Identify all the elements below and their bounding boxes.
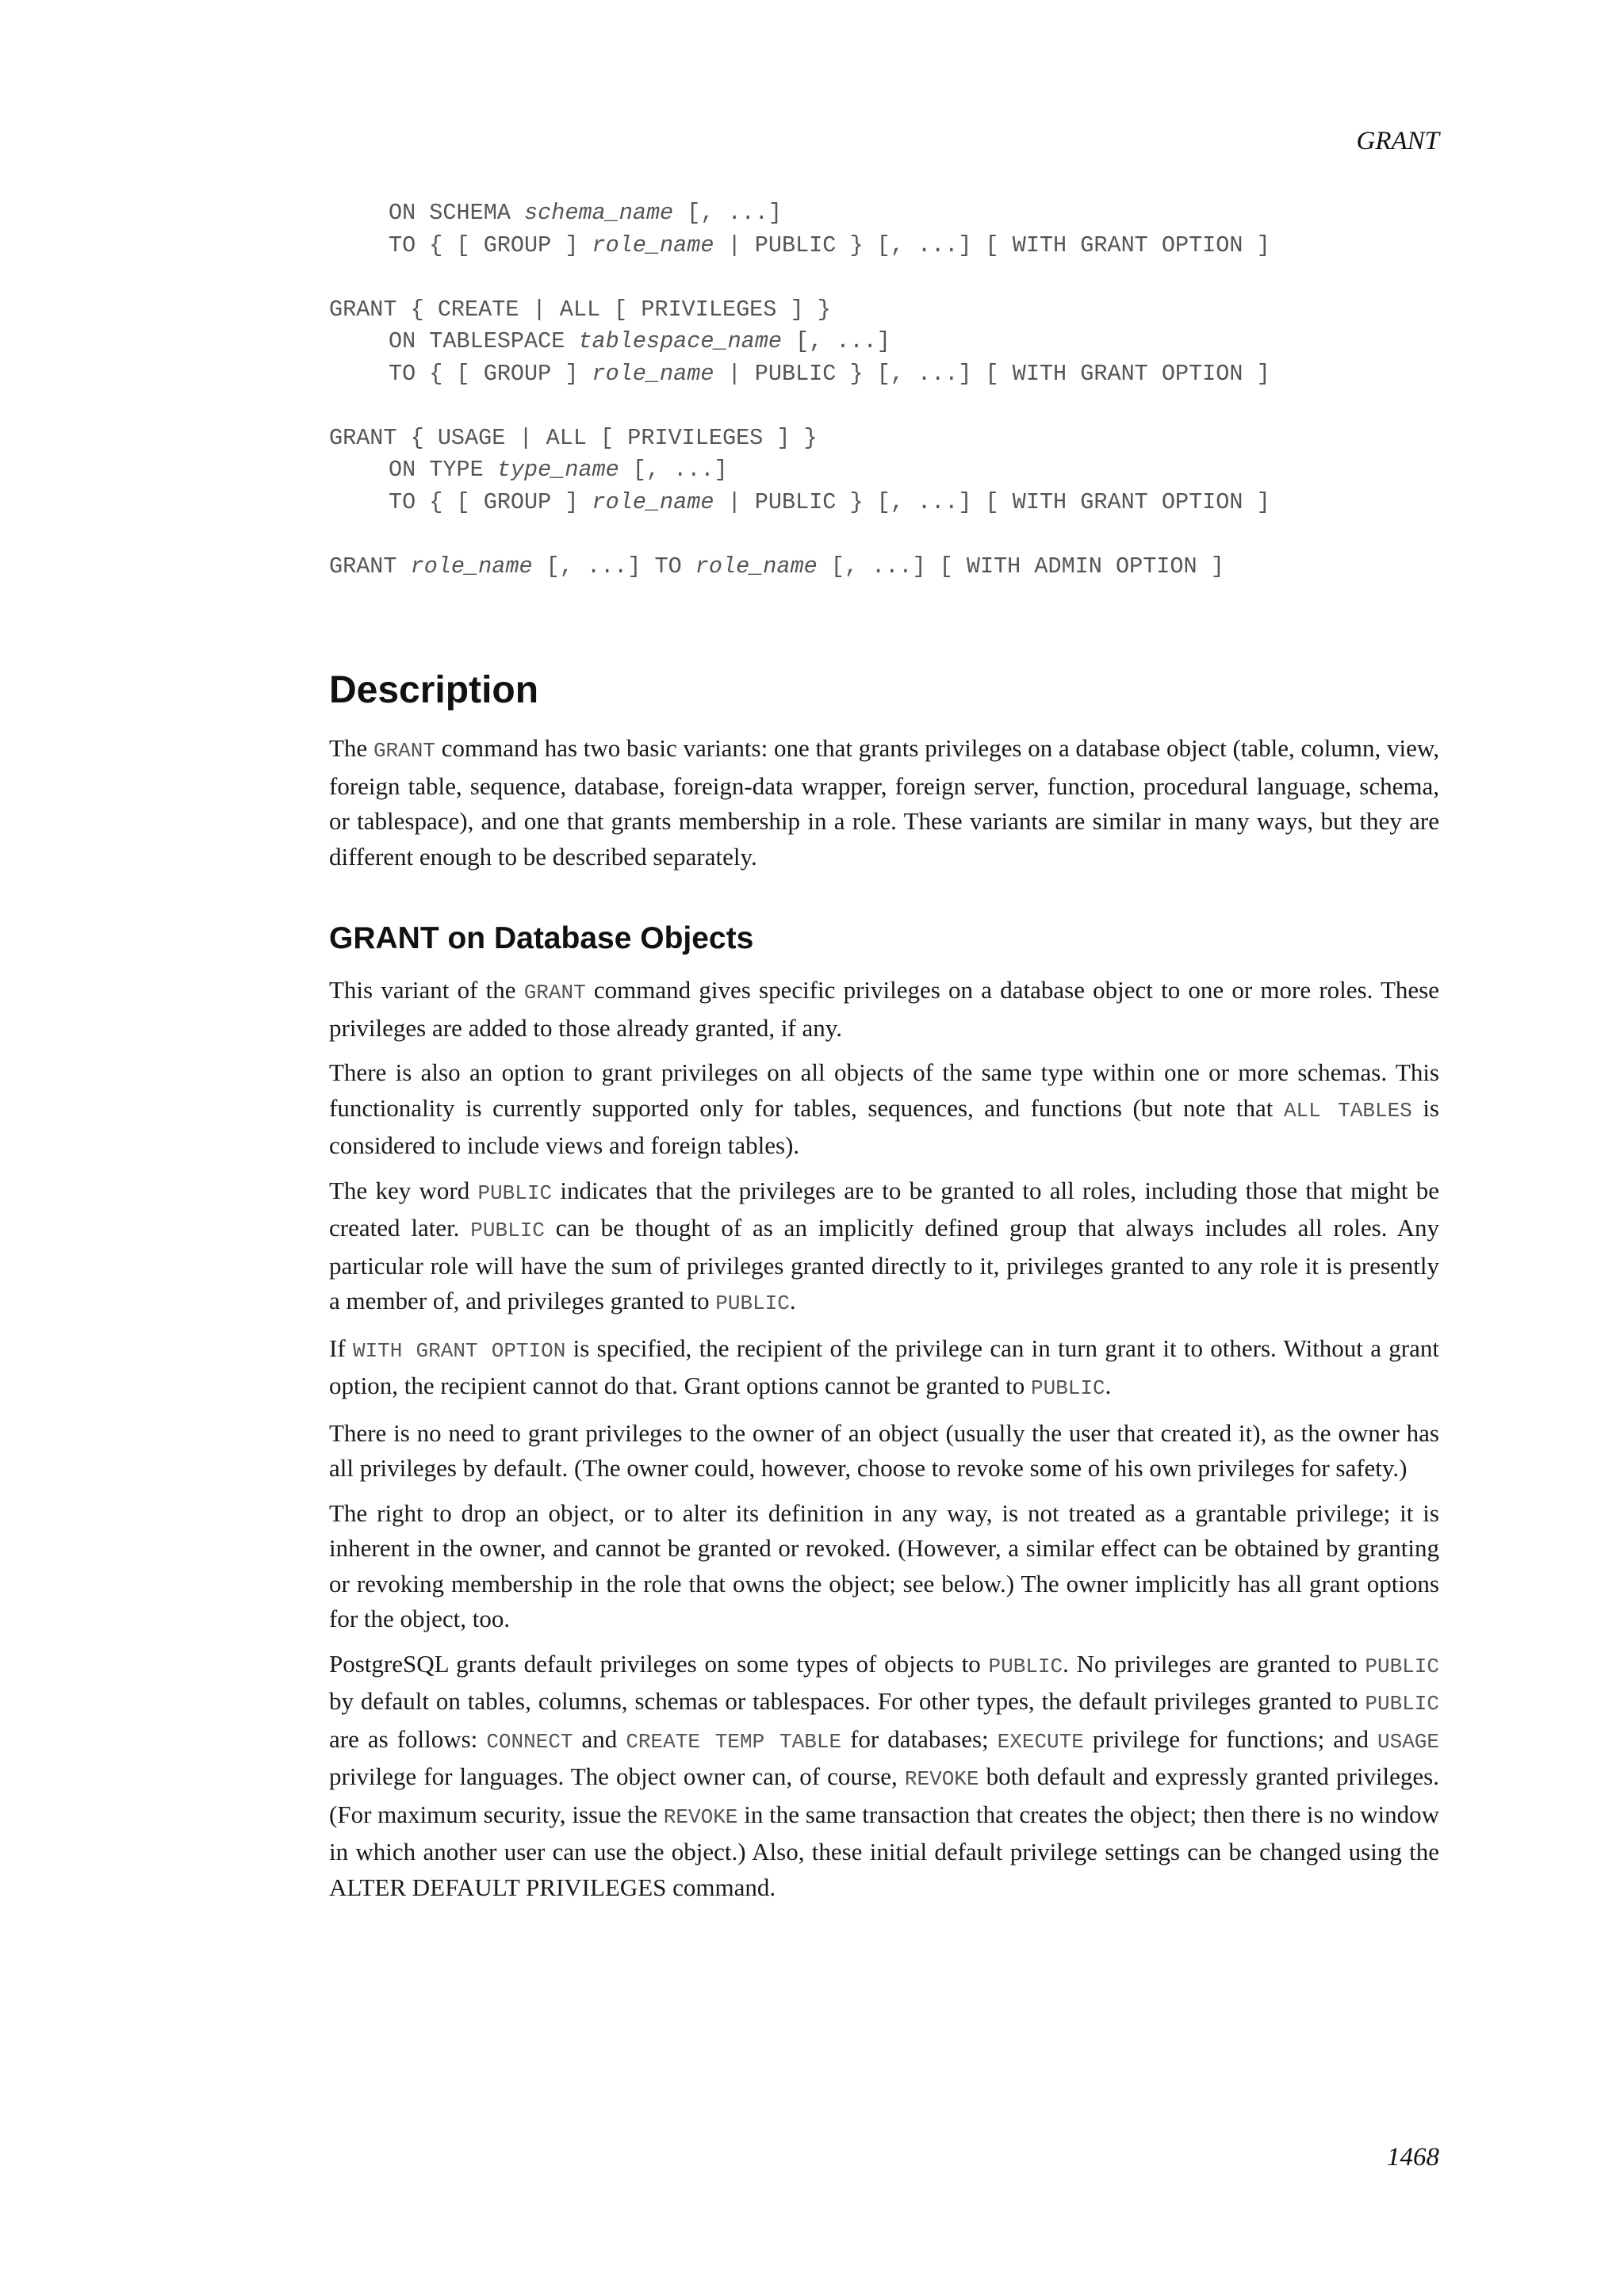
text-run: privilege for functions; and (1083, 1724, 1377, 1753)
document-page (329, 0, 1439, 2296)
body-paragraph (329, 1331, 1439, 1406)
text-run: | PUBLIC } [, ...] [ WITH GRANT OPTION ] (714, 488, 1270, 515)
sql-synopsis (329, 197, 1439, 583)
text-run: The (329, 734, 373, 762)
text-run: The key word (329, 1176, 478, 1204)
text-run: There is no need to grant privileges to the owner of an object (usually the user that created it), as the owner has all privileges by default. (The owner could, however, choose to revoke some of his own privileges for safety.) (329, 1418, 1439, 1482)
inline-code: USAGE (1377, 1729, 1439, 1754)
synopsis-line (329, 487, 1439, 519)
synopsis-line (329, 551, 1439, 584)
text-run: | PUBLIC } [, ...] [ WITH GRANT OPTION ] (714, 232, 1270, 258)
placeholder-term: schema_name (524, 200, 674, 226)
synopsis-line (329, 197, 1439, 230)
synopsis-line (329, 262, 1439, 294)
inline-code: PUBLIC (715, 1292, 790, 1315)
text-run: both default and expressly granted privileges. (For maximum security, issue the (329, 1762, 1439, 1828)
synopsis-line (329, 294, 1439, 327)
text-run: [, ...] [ WITH ADMIN OPTION ] (817, 553, 1224, 580)
text-run: [, ...] (673, 200, 782, 226)
text-run: ON SCHEMA (389, 200, 525, 226)
text-run: . (1105, 1372, 1112, 1399)
synopsis-line (329, 326, 1439, 358)
inline-code: PUBLIC (1365, 1654, 1439, 1678)
text-run: ON TABLESPACE (389, 328, 579, 354)
placeholder-term: role_name (695, 553, 818, 580)
inline-code: PUBLIC (477, 1181, 553, 1205)
text-run: [, ...] (782, 328, 891, 354)
body-paragraph (329, 973, 1439, 1046)
text-run: can be thought of as an implicitly defined group that always includes all roles. Any particular role will have the sum of privileges granted directly to it, privileges granted to any role it is presently a member of, and privileges granted to (329, 1214, 1439, 1314)
section-body (329, 973, 1439, 1905)
text-run: This variant of the (329, 976, 524, 1004)
description-paragraph (329, 731, 1439, 874)
text-run: and (573, 1724, 626, 1753)
text-run: GRANT { USAGE | ALL [ PRIVILEGES ] } (329, 424, 818, 451)
running-header: GRANT (1356, 127, 1439, 155)
body-paragraph (329, 1055, 1439, 1164)
placeholder-term: role_name (592, 488, 714, 515)
inline-code: PUBLIC (1030, 1376, 1105, 1400)
text-run: [, ...] TO (532, 553, 695, 580)
inline-code: REVOKE (663, 1804, 738, 1829)
text-run: privilege for languages. The object owner can, of course, (329, 1762, 905, 1790)
text-run: PostgreSQL grants default privileges on some types of objects to (329, 1649, 989, 1678)
synopsis-line (329, 423, 1439, 455)
text-run: TO { [ GROUP ] (389, 232, 592, 258)
text-run: indicates that the privileges are to be granted to all roles, including those that might be created later. (329, 1176, 1439, 1242)
placeholder-term: role_name (592, 232, 714, 258)
text-run: by default on tables, columns, schemas or tablespaces. For other types, the default privileges granted to (329, 1687, 1365, 1715)
body-paragraph (329, 1647, 1439, 1906)
section-heading: GRANT on Database Objects (329, 921, 754, 955)
text-run: . No privileges are granted to (1063, 1649, 1365, 1678)
body-paragraph (329, 1496, 1439, 1637)
inline-code: PUBLIC (988, 1654, 1063, 1678)
text-run: for databases; (841, 1724, 998, 1753)
inline-code: EXECUTE (997, 1729, 1084, 1754)
text-run: TO { [ GROUP ] (389, 360, 592, 387)
text-run: in the same transaction that creates the object; then there is no window in which another user can use the object.) Also, these initial default privilege settings can be changed using the ALTER DEFAULT PRIVILEGES command. (329, 1800, 1440, 1901)
text-run: . (789, 1287, 796, 1314)
text-run: ON TYPE (389, 457, 497, 483)
text-run: are as follows: (329, 1724, 487, 1753)
text-run: command has two basic variants: one that grants privileges on a database object (table, column, view, foreign table, sequence, database, foreign-data wrapper, foreign server, function, procedural language, schema, or tablespace), and one that grants membership in a role. These variants are similar in many ways, but they are different enough to be described separately. (329, 734, 1439, 871)
synopsis-line (329, 390, 1439, 423)
synopsis-line (329, 519, 1439, 551)
page-number: 1468 (1387, 2143, 1439, 2172)
text-run: GRANT (329, 553, 411, 580)
inline-code: CONNECT (486, 1729, 573, 1754)
document-body (329, 668, 1439, 1915)
placeholder-term: role_name (592, 360, 714, 387)
synopsis-line (329, 454, 1439, 487)
body-paragraph (329, 1416, 1439, 1487)
placeholder-term: type_name (496, 457, 619, 483)
text-run: | PUBLIC } [, ...] [ WITH GRANT OPTION ] (714, 360, 1270, 387)
text-run: If (329, 1334, 353, 1362)
inline-code: GRANT (373, 739, 435, 763)
inline-code: ALL TABLES (1283, 1098, 1412, 1123)
text-run: There is also an option to grant privileges on all objects of the same type within one or more schemas. This functionality is currently supported only for tables, sequences, and functions (but note that (329, 1058, 1439, 1122)
synopsis-line (329, 358, 1439, 391)
text-run: command gives specific privileges on a database object to one or more roles. These privileges are added to those already granted, if any. (329, 976, 1439, 1042)
synopsis-line (329, 230, 1439, 262)
inline-code: PUBLIC (1365, 1692, 1439, 1716)
inline-code: GRANT (523, 981, 586, 1004)
placeholder-term: role_name (410, 553, 533, 580)
inline-code: WITH GRANT OPTION (352, 1338, 566, 1363)
text-run: GRANT { CREATE | ALL [ PRIVILEGES ] } (329, 296, 831, 323)
text-run: The right to drop an object, or to alter its definition in any way, is not treated as a grantable privilege; it is inherent in the owner, and cannot be granted or revoked. (However, a similar effect can be obtained by granting or revoking membership in the role that owns the object; see below.) The owner implicitly has all grant options for the object, too. (329, 1498, 1439, 1632)
placeholder-term: tablespace_name (578, 328, 782, 354)
inline-code: REVOKE (904, 1767, 979, 1791)
text-run: is considered to include views and foreign tables). (329, 1093, 1440, 1159)
text-run: TO { [ GROUP ] (389, 488, 592, 515)
description-heading: Description (329, 669, 539, 711)
inline-code: CREATE TEMP TABLE (626, 1729, 842, 1754)
text-run: [, ...] (619, 457, 728, 483)
inline-code: PUBLIC (470, 1219, 545, 1242)
body-paragraph (329, 1173, 1439, 1322)
text-run: is specified, the recipient of the privilege can in turn grant it to others. Without a grant option, the recipient cannot do that. Grant options cannot be granted to (329, 1334, 1439, 1399)
